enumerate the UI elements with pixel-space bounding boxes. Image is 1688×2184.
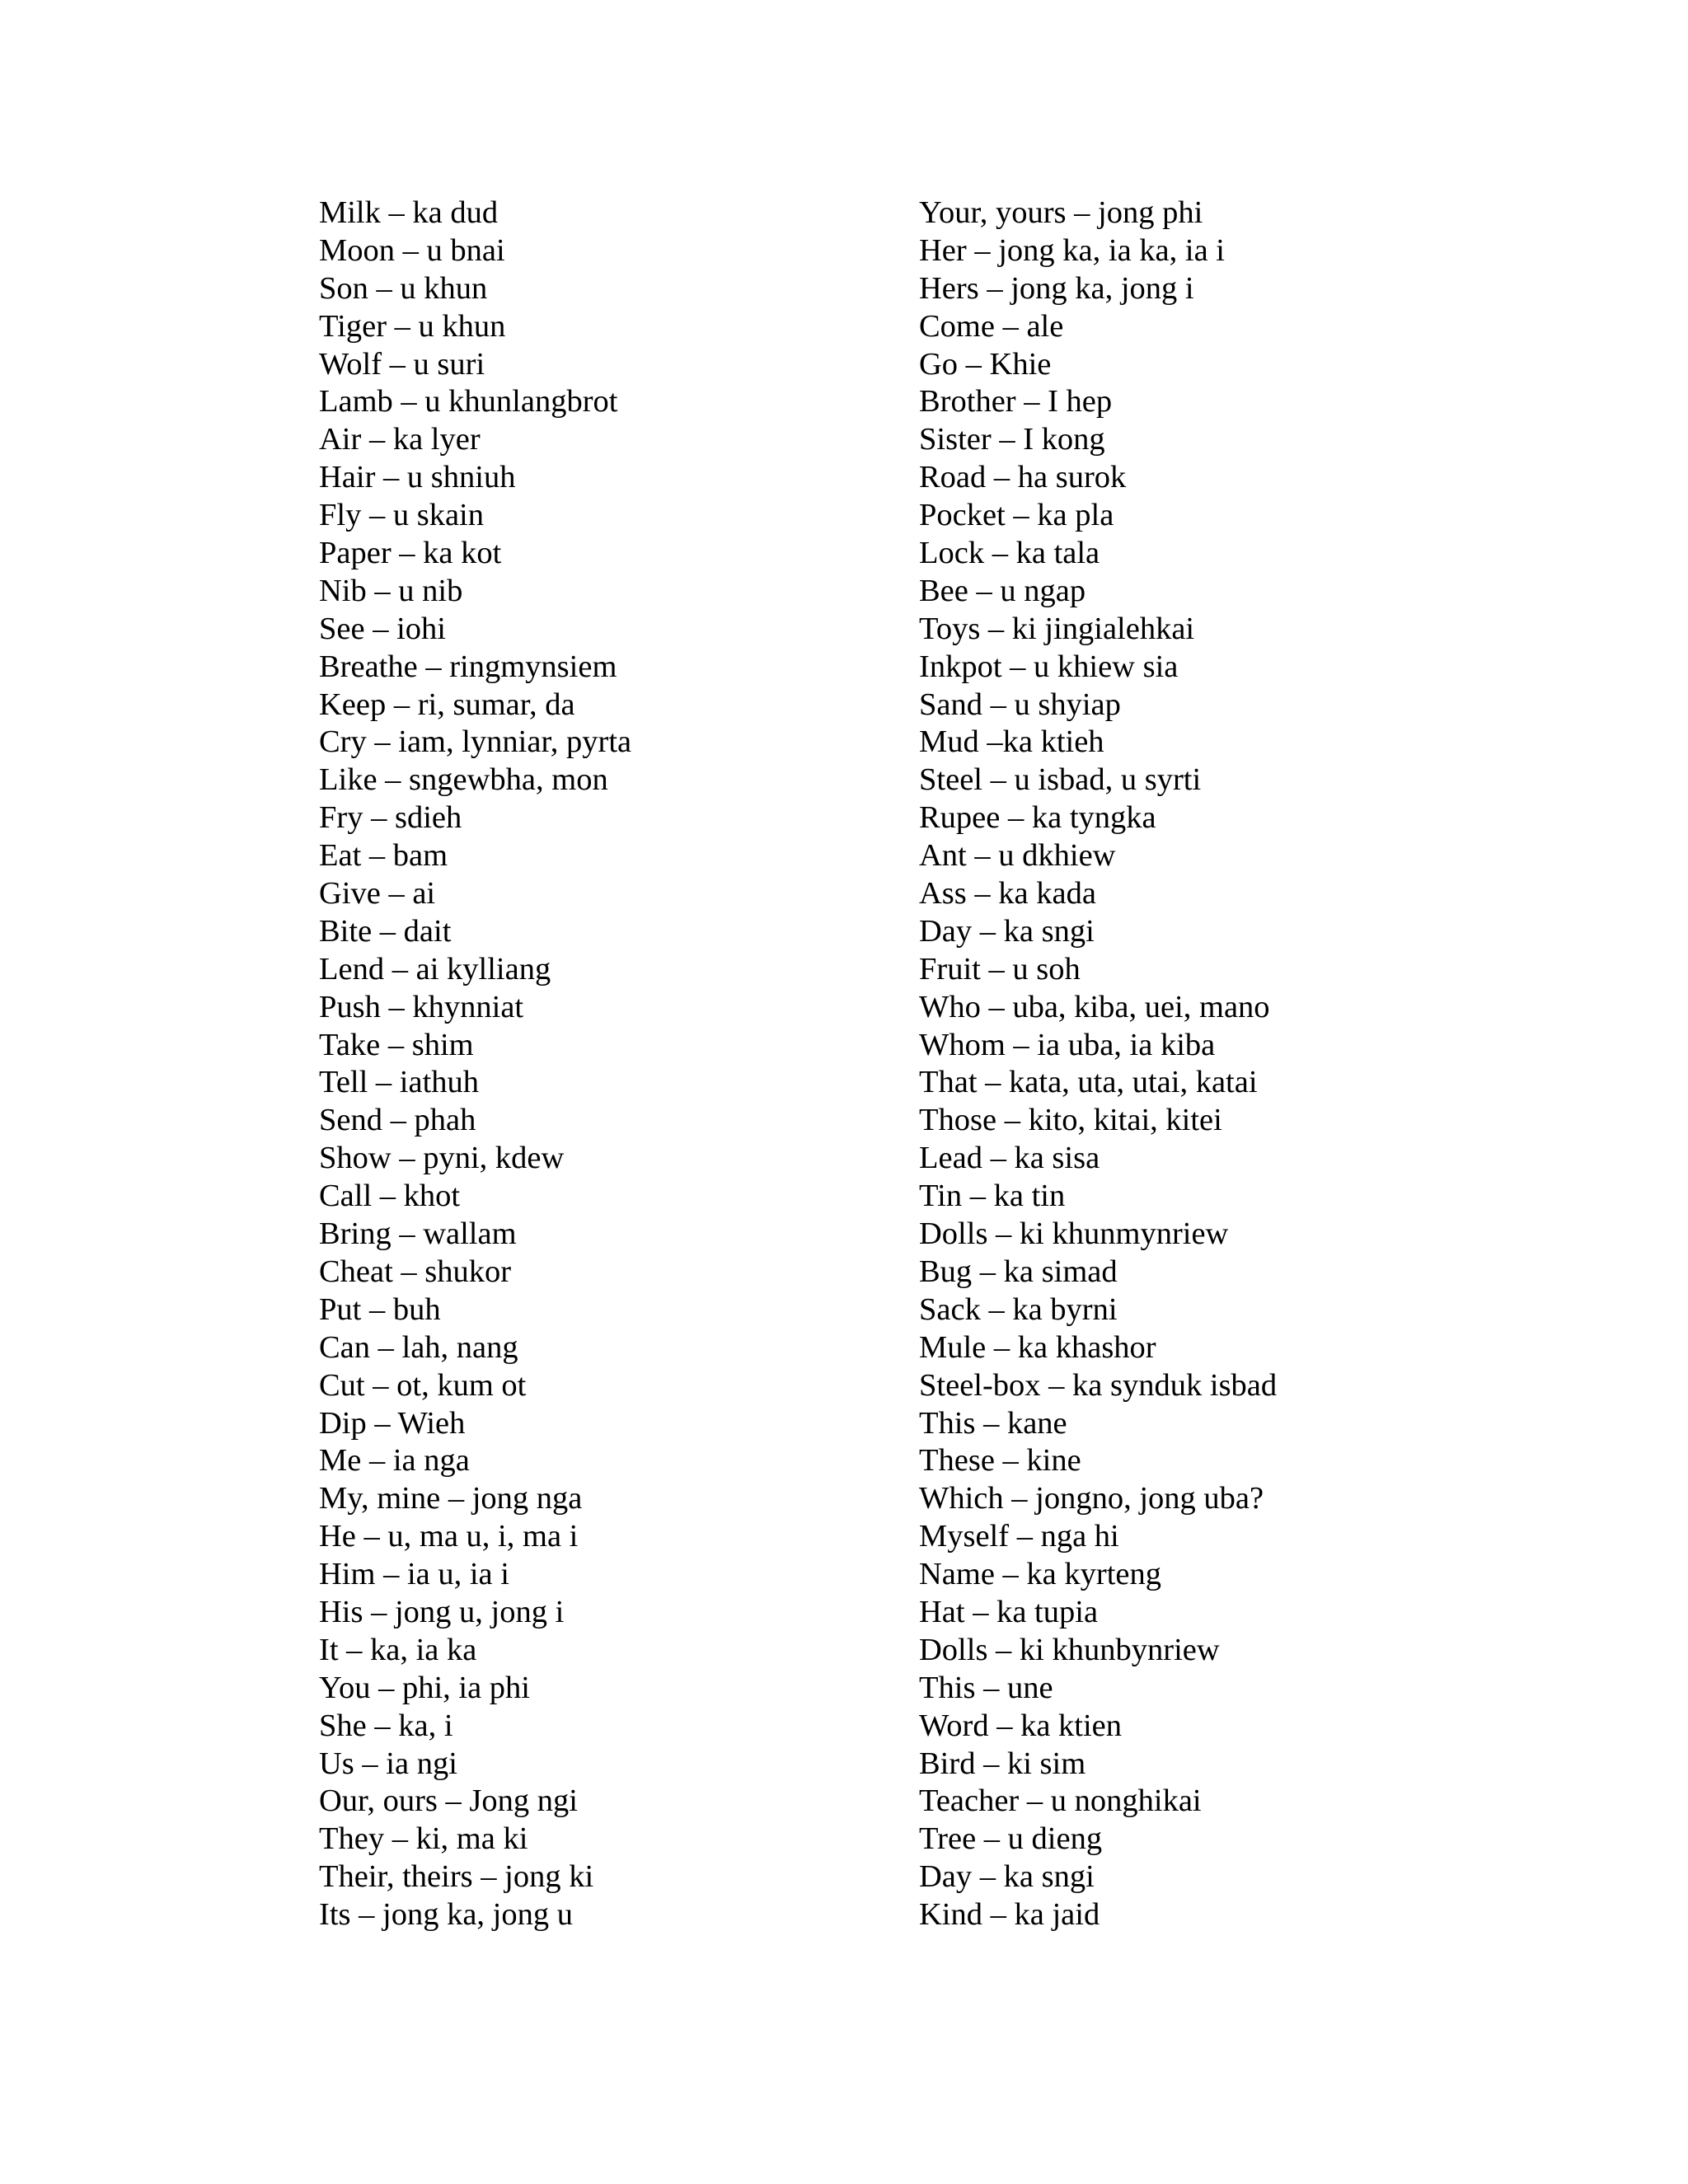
vocabulary-entry: Lamb – u khunlangbrot xyxy=(319,384,618,419)
vocabulary-entry: Him – ia u, ia i xyxy=(319,1557,509,1592)
vocabulary-entry: Lock – ka tala xyxy=(919,536,1100,571)
vocabulary-entry: Fly – u skain xyxy=(319,498,485,533)
vocabulary-entry: Cheat – shukor xyxy=(319,1254,512,1289)
vocabulary-entry: Fry – sdieh xyxy=(319,800,462,836)
vocabulary-entry: Day – ka sngi xyxy=(919,913,1095,949)
vocabulary-entry: Pocket – ka pla xyxy=(919,498,1114,533)
vocabulary-entry: Their, theirs – jong ki xyxy=(319,1859,594,1895)
vocabulary-entry: Road – ha surok xyxy=(919,460,1127,495)
vocabulary-entry: Nib – u nib xyxy=(319,573,463,608)
vocabulary-entry: Toys – ki jingialehkai xyxy=(919,611,1195,646)
vocabulary-entry: Whom – ia uba, ia kiba xyxy=(919,1027,1216,1062)
vocabulary-entry: Hair – u shniuh xyxy=(319,460,516,495)
vocabulary-entry: Day – ka sngi xyxy=(919,1859,1095,1895)
vocabulary-entry: Tin – ka tin xyxy=(919,1179,1066,1214)
vocabulary-entry: Those – kito, kitai, kitei xyxy=(919,1103,1222,1138)
vocabulary-column-left xyxy=(319,194,879,1934)
vocabulary-entry: It – ka, ia ka xyxy=(319,1632,477,1667)
vocabulary-entry: Your, yours – jong phi xyxy=(919,195,1203,230)
vocabulary-entry: Like – sngewbha, mon xyxy=(319,762,608,798)
vocabulary-entry: Name – ka kyrteng xyxy=(919,1557,1161,1592)
vocabulary-entry: This – kane xyxy=(919,1405,1067,1441)
vocabulary-entry: Paper – ka kot xyxy=(319,536,502,571)
vocabulary-entry: Us – ia ngi xyxy=(319,1746,457,1781)
vocabulary-entry: Bite – dait xyxy=(319,913,452,949)
vocabulary-entry: Kind – ka jaid xyxy=(919,1897,1100,1933)
vocabulary-entry: Sand – u shyiap xyxy=(919,687,1121,722)
vocabulary-entry: These – kine xyxy=(919,1443,1081,1479)
vocabulary-entry: Rupee – ka tyngka xyxy=(919,800,1156,836)
vocabulary-entry: Mud –ka ktieh xyxy=(919,724,1104,760)
vocabulary-entry: Son – u khun xyxy=(319,270,488,306)
vocabulary-entry: This – une xyxy=(919,1670,1053,1705)
vocabulary-entry: Keep – ri, sumar, da xyxy=(319,687,575,722)
vocabulary-entry: Teacher – u nonghikai xyxy=(919,1783,1202,1819)
vocabulary-entry: Send – phah xyxy=(319,1103,476,1138)
vocabulary-entry: My, mine – jong nga xyxy=(319,1481,583,1516)
vocabulary-entry: Steel – u isbad, u syrti xyxy=(919,762,1202,798)
vocabulary-entry: Her – jong ka, ia ka, ia i xyxy=(919,232,1225,268)
vocabulary-entry: Bee – u ngap xyxy=(919,573,1086,608)
vocabulary-entry: Cut – ot, kum ot xyxy=(319,1367,527,1403)
vocabulary-entry: Breathe – ringmynsiem xyxy=(319,649,617,684)
vocabulary-entry: Milk – ka dud xyxy=(319,195,499,230)
vocabulary-entry: She – ka, i xyxy=(319,1708,453,1743)
vocabulary-entry: Word – ka ktien xyxy=(919,1708,1123,1743)
vocabulary-entry: Our, ours – Jong ngi xyxy=(319,1783,578,1819)
vocabulary-entry: Put – buh xyxy=(319,1291,441,1327)
vocabulary-entry: Come – ale xyxy=(919,308,1064,344)
vocabulary-entry: Sister – I kong xyxy=(919,422,1105,457)
vocabulary-entry: Moon – u bnai xyxy=(319,232,505,268)
vocabulary-entry: Hers – jong ka, jong i xyxy=(919,270,1194,306)
vocabulary-entry: Push – khynniat xyxy=(319,989,524,1024)
vocabulary-entry: Its – jong ka, jong u xyxy=(319,1897,573,1933)
vocabulary-entry: Mule – ka khashor xyxy=(919,1329,1156,1365)
vocabulary-entry: Take – shim xyxy=(319,1027,474,1062)
vocabulary-entry: Dolls – ki khunmynriew xyxy=(919,1216,1229,1252)
vocabulary-entry: Which – jongno, jong uba? xyxy=(919,1481,1264,1516)
vocabulary-entry: Who – uba, kiba, uei, mano xyxy=(919,989,1270,1024)
vocabulary-entry: Tiger – u khun xyxy=(319,308,506,344)
vocabulary-entry: Inkpot – u khiew sia xyxy=(919,649,1179,684)
vocabulary-entry: Brother – I hep xyxy=(919,384,1113,419)
vocabulary-entry: Lead – ka sisa xyxy=(919,1141,1100,1176)
vocabulary-entry: Tell – iathuh xyxy=(319,1065,480,1100)
vocabulary-entry: Myself – nga hi xyxy=(919,1519,1119,1554)
vocabulary-entry: Eat – bam xyxy=(319,838,448,874)
vocabulary-entry: Show – pyni, kdew xyxy=(319,1141,565,1176)
vocabulary-entry: Tree – u dieng xyxy=(919,1821,1103,1857)
vocabulary-entry: Ass – ka kada xyxy=(919,876,1096,912)
vocabulary-entry: Cry – iam, lynniar, pyrta xyxy=(319,724,632,760)
vocabulary-entry: Bring – wallam xyxy=(319,1216,517,1252)
vocabulary-entry: Dolls – ki khunbynriew xyxy=(919,1632,1220,1667)
vocabulary-entry: His – jong u, jong i xyxy=(319,1594,565,1629)
vocabulary-entry: Hat – ka tupia xyxy=(919,1594,1099,1629)
vocabulary-entry: They – ki, ma ki xyxy=(319,1821,528,1857)
vocabulary-entry: Give – ai xyxy=(319,876,436,912)
vocabulary-entry: Bug – ka simad xyxy=(919,1254,1118,1289)
vocabulary-entry: Call – khot xyxy=(319,1179,461,1214)
vocabulary-entry: You – phi, ia phi xyxy=(319,1670,531,1705)
vocabulary-entry: Ant – u dkhiew xyxy=(919,838,1116,874)
vocabulary-entry: Sack – ka byrni xyxy=(919,1291,1118,1327)
vocabulary-entry: That – kata, uta, utai, katai xyxy=(919,1065,1258,1100)
vocabulary-entry: Bird – ki sim xyxy=(919,1746,1086,1781)
vocabulary-entry: He – u, ma u, i, ma i xyxy=(319,1519,579,1554)
vocabulary-entry: Steel-box – ka synduk isbad xyxy=(919,1367,1278,1403)
vocabulary-entry: Go – Khie xyxy=(919,346,1052,382)
vocabulary-entry: Dip – Wieh xyxy=(319,1405,466,1441)
vocabulary-entry: Me – ia nga xyxy=(319,1443,470,1479)
vocabulary-entry: Fruit – u soh xyxy=(919,951,1081,987)
vocabulary-column-right xyxy=(919,194,1512,1934)
vocabulary-entry: Can – lah, nang xyxy=(319,1329,518,1365)
vocabulary-entry: See – iohi xyxy=(319,611,446,646)
vocabulary-entry: Lend – ai kylliang xyxy=(319,951,551,987)
vocabulary-entry: Air – ka lyer xyxy=(319,422,481,457)
vocabulary-entry: Wolf – u suri xyxy=(319,346,485,382)
